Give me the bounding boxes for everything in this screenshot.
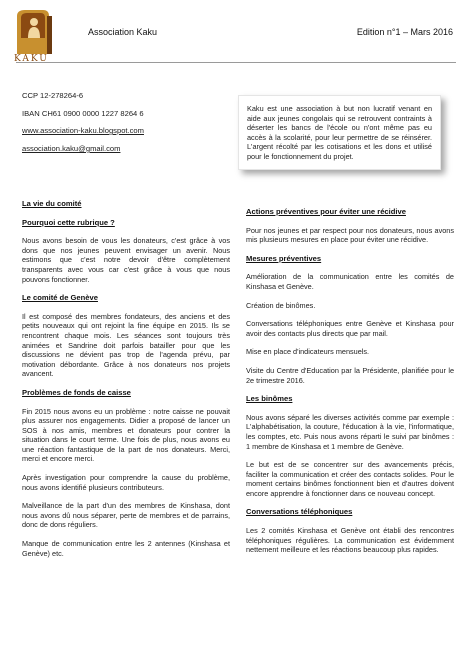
paragraph: Après investigation pour comprendre la cause du problème, nous avons identifié plusieurs contributeurs. [22, 473, 230, 492]
left-column [22, 199, 230, 567]
website-link[interactable]: www.association-kaku.blogspot.com [22, 126, 144, 135]
logo-wordmark: KAKU [14, 54, 49, 64]
paragraph: Nous avons besoin de vous les donateurs, c'est grâce à vos dons que nos jeunes peuvent envisager un avenir. Nous estimons que c'est notre devoir d'être complètement transparents avec vous car c'est grâce à vous que nous pouvons fonctionner. [22, 236, 230, 284]
heading-actions-preventives: Actions préventives pour éviter une récidive [246, 207, 406, 216]
paragraph: Il est composé des membres fondateurs, des anciens et des petits nouveaux qui ont rejoint la fine équipe en 2015. Ils se rencontrent chaque mois. Les séances sont toujours très animées et Sandrine doit parfois batailler pour que les discussions ne dévient pas trop de l'agenda prévu, par motivation débordante. Grâce à nos donateurs nos projets avancent. [22, 311, 230, 379]
paragraph: Pour nos jeunes et par respect pour nos donateurs, nous avons mis plusieurs mesures en place pour éviter une récidive. [246, 225, 454, 245]
paragraph: Création de binômes. [246, 300, 316, 310]
section-title: La vie du comité [22, 199, 82, 208]
paragraph: Fin 2015 nous avons eu un problème : notre caisse ne pouvait plus assurer nos engagements. Didier a proposé de lancer un SOS à nos amis, membres et donateurs pour contrer la situation dans le court terme. Une fois de plus, nous avons eu une réaction fantastique de la part de nos donateurs. Merci, merci et encore merci. [22, 406, 230, 464]
heading-conversations: Conversations téléphoniques [246, 507, 353, 517]
paragraph: Les 2 comités Kinshasa et Genève ont établi des rencontres téléphoniques régulières. La communication est évidemment nettement meilleure et les réactions beaucoup plus rapides. [246, 526, 454, 555]
paragraph: Conversations téléphoniques entre Genève et Kinshasa pour avoir des contacts plus directs que par mail. [246, 319, 454, 338]
paragraph: Malveillance de la part d'un des membres de Kinshasa, dont nous avons dû nous séparer, perte de membres et de parrains, donc de dons réguliers. [22, 501, 230, 530]
email-link[interactable]: association.kaku@gmail.com [22, 144, 121, 153]
paragraph: Visite du Centre d'Education par la Présidente, planifiée pour le 2e trimestre 2016. [246, 365, 454, 385]
ccp-number: CCP 12-278264-6 [22, 91, 84, 100]
paragraph: Amélioration de la communication entre les comités de Kinshasa et Genève. [246, 272, 454, 291]
edition-label: Edition n°1 – Mars 2016 [356, 27, 453, 37]
header-divider [16, 62, 456, 63]
paragraph: Nous avons séparé les diverses activités comme par exemple : L'alphabétisation, la couture, l'éducation à la vie, l'informatique, les comptes, etc. Puis nous avons réparti le suivi par binômes : 1 membre de Kinshasa et 1 membre de Genève. [246, 412, 454, 451]
heading-mesures-preventives: Mesures préventives [246, 253, 322, 263]
right-column [246, 207, 454, 564]
paragraph: Mise en place d'indicateurs mensuels. [246, 347, 370, 357]
paragraph: Manque de communication entre les 2 antennes (Kinshasa et Genève) etc. [22, 539, 230, 558]
heading-comite-geneve: Le comité de Genève [22, 293, 98, 303]
iban-number: IBAN CH61 0900 0000 1227 8264 6 [22, 109, 144, 118]
org-name: Association Kaku [88, 27, 158, 37]
intro-box: Kaku est une association à but non lucratif venant en aide aux jeunes congolais qui se retrouvent contraints à déserter les bancs de l'école ou n'ont même pas eu accès à la scolarité, pour leur permettre de se réinsérer. L'argent récolté par les cotisations et les dons et utilisé pour le fonctionnement du projet. [238, 95, 441, 170]
heading-problemes-caisse: Problèmes de fonds de caisse [22, 387, 131, 397]
heading-binomes: Les binômes [246, 394, 293, 404]
kaku-logo [15, 8, 55, 58]
heading-pourquoi: Pourquoi cette rubrique ? [22, 217, 115, 227]
paragraph: Le but est de se concentrer sur des avancements précis, faciliter la communication et créer des contacts solides. Pour le moment certains binômes fonctionnent bien et d'autres doivent encore apprendre à fonctionner dans ce nouveau concept. [246, 460, 454, 498]
